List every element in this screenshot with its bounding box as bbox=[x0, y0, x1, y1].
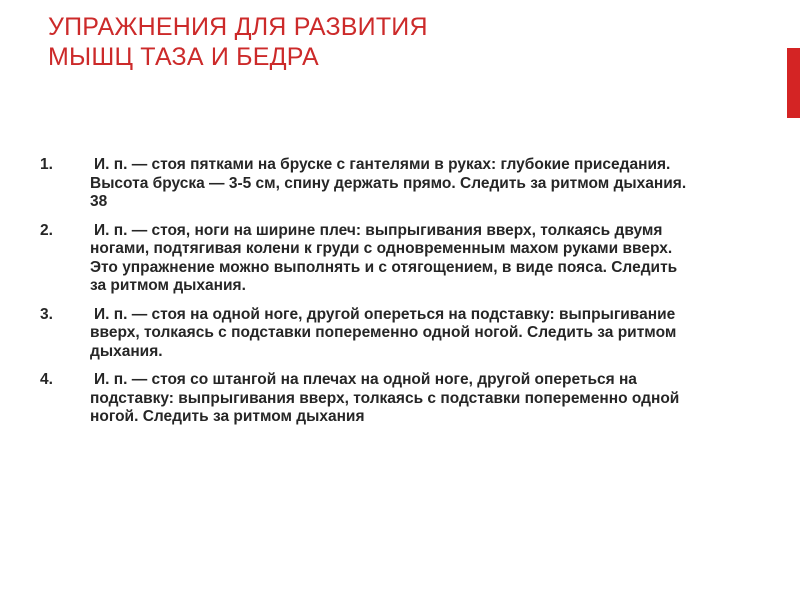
list-item bbox=[40, 222, 740, 296]
list-item-text bbox=[90, 371, 695, 427]
list-item-text bbox=[90, 306, 695, 362]
list-item bbox=[40, 371, 740, 427]
list-item bbox=[40, 156, 740, 212]
list-item-text-content: И. п. — стоя пятками на бруске с гантелями в руках: глубокие приседания. Высота бруска — 3-5 см, спину держать прямо. Следить за ритмом дыхания. 38 bbox=[90, 156, 687, 210]
list-item-number: 4. bbox=[40, 371, 53, 388]
exercise-list bbox=[40, 156, 740, 437]
list-item-number: 3. bbox=[40, 305, 53, 323]
list-item-text-content: И. п. — стоя, ноги на ширине плеч: выпрыгивания вверх, толкаясь двумя ногами, подтягивая колени к груди с одновременным махом руками вверх. Это упражнение можно выполнять и с отягощением, в виде пояса. Следить за ритмом дыхания. bbox=[90, 221, 678, 294]
slide-title-line-1: УПРАЖНЕНИЯ ДЛЯ РАЗВИТИЯ bbox=[48, 13, 428, 41]
list-item-text bbox=[90, 156, 695, 212]
list-item-text bbox=[90, 222, 695, 296]
list-item bbox=[40, 306, 740, 362]
list-item-text-content: И. п. — стоя на одной ноге, другой опереться на подставку: выпрыгивание вверх, толкаясь с подставки попеременно одной ногой. Следить за ритмом дыхания. bbox=[90, 305, 677, 360]
accent-bar bbox=[787, 48, 800, 118]
slide-title-line-2: МЫШЦ ТАЗА И БЕДРА bbox=[48, 43, 319, 71]
list-item-number: 1. bbox=[40, 156, 53, 173]
list-item-number: 2. bbox=[40, 221, 53, 239]
list-item-text-content: И. п. — стоя со штангой на плечах на одной ноге, другой опереться на подставку: выпрыгивания вверх, толкаясь с подставки попеременно одной ногой. Следить за ритмом дыхания bbox=[90, 371, 680, 425]
slide-title bbox=[48, 12, 748, 72]
